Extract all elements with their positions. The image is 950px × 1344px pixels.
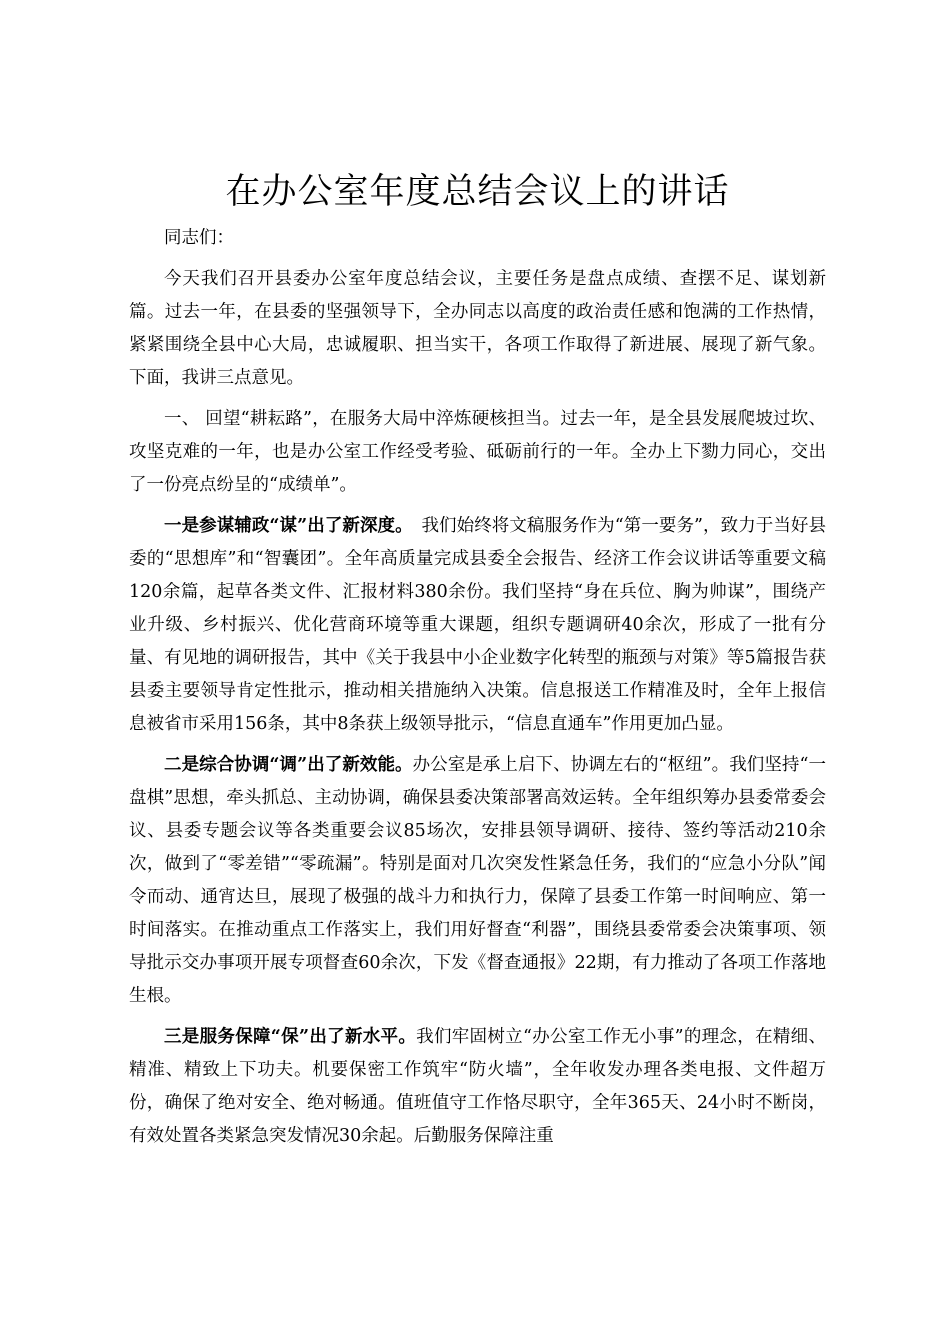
document-page: [129, 166, 826, 1161]
paragraph-intro: [129, 263, 826, 395]
paragraph-section-one: [129, 403, 826, 502]
salutation: 同志们：: [164, 228, 234, 248]
paragraph-text: 今天我们召开县委办公室年度总结会议，主要任务是盘点成绩、查摆不足、谋划新篇。过去一年，在县委的坚强领导下，全办同志以高度的政治责任感和饱满的工作热情，紧紧围绕全县中心大局，忠诚履职、担当实干，各项工作取得了新进展、展现了新气象。下面，我讲三点意见。: [129, 269, 826, 388]
paragraph-point-two: [129, 749, 826, 1013]
paragraph-lead: 三是服务保障“保”出了新水平。: [164, 1027, 417, 1047]
paragraph-text: 我们牢固树立“办公室工作无小事”的理念，在精细、精准、精致上下功夫。机要保密工作筑牢“防火墙”，全年收发办理各类电报、文件超万份，确保了绝对安全、绝对畅通。值班值守工作恪尽职守，全年365天、24小时不断岗，有效处置各类紧急突发情况30余起。后勤服务保障注重: [129, 1027, 826, 1146]
document-title: 在办公室年度总结会议上的讲话: [225, 172, 730, 212]
paragraph-text: 办公室是承上启下、协调左右的“枢纽”。我们坚持“一盘棋”思想，牵头抓总、主动协调，确保县委决策部署高效运转。全年组织筹办县委常委会议、县委专题会议等各类重要会议85场次，安排县领导调研、接待、签约等活动210余次，做到了“零差错”“零疏漏”。特别是面对几次突发性紧急任务，我们的“应急小分队”闻令而动、通宵达旦，展现了极强的战斗力和执行力，保障了县委工作第一时间响应、第一时间落实。在推动重点工作落实上，我们用好督查“利器”，围绕县委常委会决策事项、领导批示交办事项开展专项督查60余次，下发《督查通报》22期，有力推动了各项工作落地生根。: [129, 755, 826, 1006]
paragraph-text: 一、 回望“耕耘路”，在服务大局中淬炼硬核担当。过去一年，是全县发展爬坡过坎、攻坚克难的一年，也是办公室工作经受考验、砥砺前行的一年。全办上下勠力同心，交出了一份亮点纷呈的“成绩单”。: [129, 409, 826, 495]
paragraph-point-one: [129, 510, 826, 741]
paragraph-lead: 一是参谋辅政“谋”出了新深度。: [164, 516, 404, 536]
paragraph-text: 我们始终将文稿服务作为“第一要务”，致力于当好县委的“思想库”和“智囊团”。全年高质量完成县委全会报告、经济工作会议讲话等重要文稿120余篇，起草各类文件、汇报材料380余份。我们坚持“身在兵位、胸为帅谋”，围绕产业升级、乡村振兴、优化营商环境等重大课题，组织专题调研40余次，形成了一批有分量、有见地的调研报告，其中《关于我县中小企业数字化转型的瓶颈与对策》等5篇报告获县委主要领导肯定性批示，推动相关措施纳入决策。信息报送工作精准及时，全年上报信息被省市采用156条，其中8条获上级领导批示，“信息直通车”作用更加凸显。: [129, 516, 826, 734]
paragraph-point-three: [129, 1021, 826, 1153]
paragraph-lead: 二是综合协调“调”出了新效能。: [164, 755, 413, 775]
